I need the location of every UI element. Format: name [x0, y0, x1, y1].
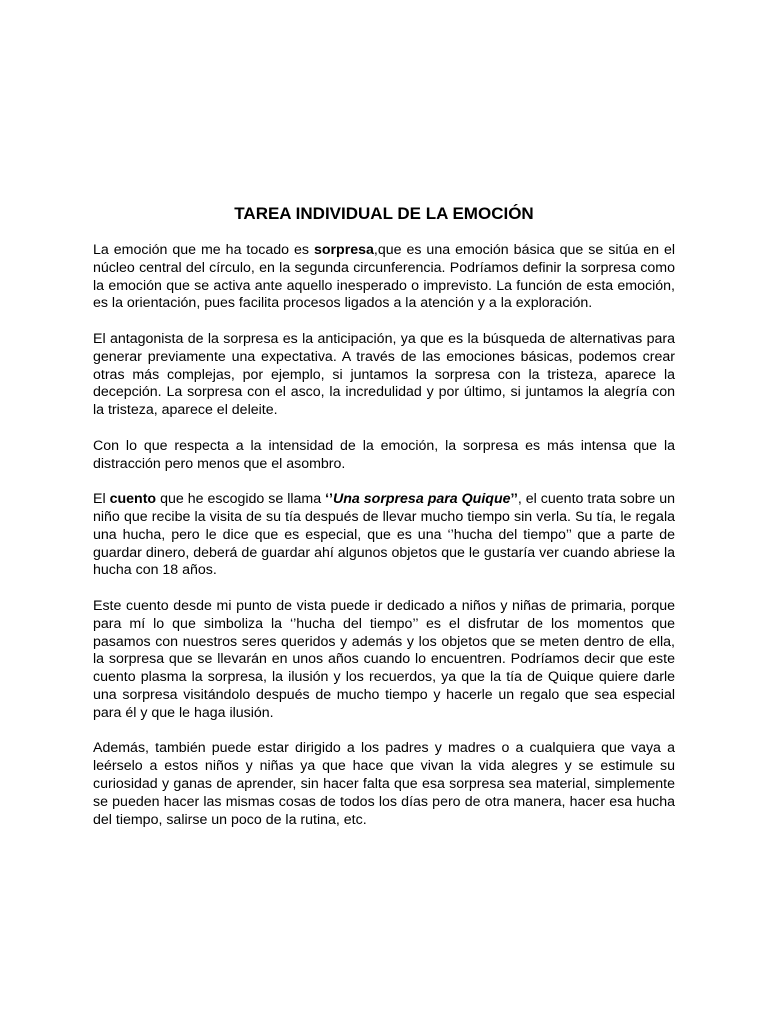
p1-before: La emoción que me ha tocado es [93, 242, 314, 258]
paragraph-3: Con lo que respecta a la intensidad de la emoción, la sorpresa es más intensa que la distracción pero menos que el asombro. [93, 437, 675, 472]
paragraph-4 [93, 491, 675, 580]
document-body [93, 242, 675, 847]
paragraph-6: Además, también puede estar dirigido a los padres y madres o a cualquiera que vaya a leérselo a estos niños y niñas ya que hace que vivan la vida alegres y se estimule su curiosidad y ganas de aprender, sin hacer falta que esa sorpresa sea material, simplemente se pueden hacer las mismas cosas de todos los días pero de otra manera, hacer esa hucha del tiempo, salirse un poco de la rutina, etc. [93, 740, 675, 828]
p4-lead: El [93, 491, 110, 508]
p4-after: , el cuento trata sobre un niño que recibe la visita de su tía después de llevar mucho tiempo sin verla. Su tía, le regala una hucha, pero le dice que es especial, que es una ‘’hucha del tiempo’’ que a parte de guardar dinero, deberá de guardar ahí algunos objetos que le gustaría ver cuando abriese la hucha con 18 años. [93, 491, 675, 579]
p1-after: ,que es una emoción básica que se sitúa en el núcleo central del círculo, en la segunda circunferencia. Podríamos definir la sorpresa como la emoción que se activa ante aquello inesperado o imprevisto. La función de esta emoción, es la orientación, pues facilita procesos ligados a la atención y a la exploración. [93, 242, 675, 312]
p4-bold-word: cuento [109, 491, 157, 508]
p4-mid: que he escogido se llama [156, 491, 326, 508]
paragraph-1 [93, 242, 675, 313]
p4-quote-open: ‘’ [325, 491, 333, 508]
paragraph-2: El antagonista de la sorpresa es la anticipación, ya que es la búsqueda de alternativas para generar previamente una expectativa. A través de las emociones básicas, podemos crear otras más complejas, por ejemplo, si juntamos la sorpresa con la tristeza, aparece la decepción. La sorpresa con el asco, la incredulidad y por último, si juntamos la alegría con la tristeza, aparece el deleite. [93, 330, 675, 419]
paragraph-5: Este cuento desde mi punto de vista puede ir dedicado a niños y niñas de primaria, porque para mí lo que simboliza la ‘’hucha del tiempo’’ es el disfrutar de los momentos que pasamos con nuestros seres queridos y además y los objetos que se meten dentro de ella, la sorpresa que se llevarán en unos años cuando lo encuentren. Podríamos decir que este cuento plasma la sorpresa, la ilusión y los recuerdos, ya que la tía de Quique quiere darle una sorpresa visitándolo después de mucho tiempo y hacerle un regalo que sea especial para él y que le haga ilusión. [93, 597, 675, 721]
p4-quote-close: ’’ [510, 491, 518, 508]
p1-bold: sorpresa [313, 242, 374, 258]
p4-story-title: Una sorpresa para Quique [333, 491, 511, 508]
document-title: TAREA INDIVIDUAL DE LA EMOCIÓN [234, 204, 534, 223]
